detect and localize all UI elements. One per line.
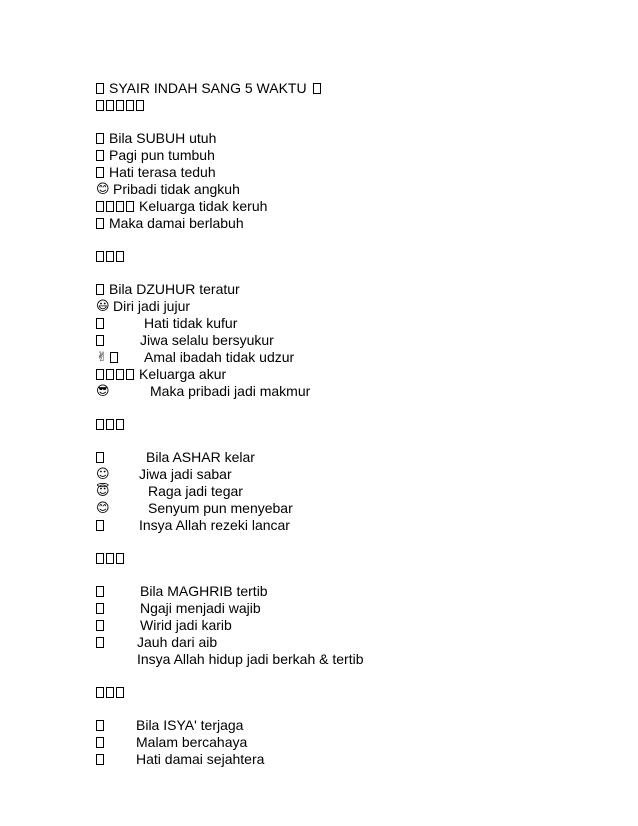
maghrib-line-5: Insya Allah hidup jadi berkah & tertib	[137, 651, 364, 667]
victory-hand-icon: ✌	[96, 350, 108, 365]
placeholder-glyph-icon	[96, 318, 104, 329]
placeholder-glyph-icon	[96, 737, 104, 748]
ashar-line-1: Bila ASHAR kelar	[96, 449, 596, 466]
placeholder-glyph-icon	[96, 603, 104, 614]
grin-icon: 😃	[96, 299, 110, 314]
placeholder-glyph-icon	[96, 133, 104, 144]
subuh-line-6: Maka damai berlabuh	[96, 215, 596, 232]
placeholder-glyph-icon	[96, 100, 104, 111]
placeholder-glyph-icon	[96, 150, 104, 161]
placeholder-glyph-icon	[96, 720, 104, 731]
placeholder-glyph-icon	[116, 100, 124, 111]
poem-document	[96, 80, 596, 768]
maghrib-line-4: Jauh dari aib	[96, 634, 596, 651]
halo-face-icon: 😇	[96, 484, 110, 499]
isya-line-3: Hati damai sejahtera	[96, 751, 596, 768]
dzuhur-line-5: ✌ Amal ibadah tidak udzur	[96, 349, 295, 365]
title-ornament	[96, 97, 596, 114]
ashar-line-2: ☺ Jiwa jadi sabar	[96, 466, 232, 482]
placeholder-glyph-icon	[96, 452, 104, 463]
ashar-line-5: Insya Allah rezeki lancar	[96, 517, 596, 534]
stanza-separator	[96, 248, 596, 265]
subuh-line-4: 😊 Pribadi tidak angkuh	[96, 181, 240, 197]
isya-line-1: Bila ISYA' terjaga	[96, 717, 596, 734]
placeholder-glyph-icon	[96, 620, 104, 631]
family-icon	[96, 201, 136, 212]
placeholder-glyph-icon	[96, 218, 104, 229]
placeholder-glyph-icon	[96, 167, 104, 178]
placeholder-glyph-icon	[110, 352, 118, 363]
subuh-line-2: Pagi pun tumbuh	[96, 147, 596, 164]
dzuhur-line-6: Keluarga akur	[96, 366, 596, 383]
subuh-line-5: Keluarga tidak keruh	[96, 198, 596, 215]
isya-line-2: Malam bercahaya	[96, 734, 596, 751]
placeholder-glyph-icon	[136, 100, 144, 111]
placeholder-glyph-icon	[126, 100, 134, 111]
placeholder-glyph-icon	[106, 100, 114, 111]
title-line	[96, 80, 596, 97]
placeholder-glyph-icon	[96, 754, 104, 765]
cool-face-icon: 😎	[96, 384, 110, 399]
dzuhur-line-4: Jiwa selalu bersyukur	[96, 332, 596, 349]
family-icon	[96, 369, 136, 380]
poem-title: SYAIR INDAH SANG 5 WAKTU	[109, 80, 307, 96]
placeholder-glyph-icon	[96, 83, 104, 94]
dzuhur-line-7: 😎 Maka pribadi jadi makmur	[96, 383, 311, 399]
stanza-separator	[96, 684, 596, 701]
maghrib-line-2: Ngaji menjadi wajib	[96, 600, 596, 617]
relaxed-face-icon: ☺	[96, 467, 110, 482]
placeholder-glyph-icon	[96, 520, 104, 531]
maghrib-line-3: Wirid jadi karib	[96, 617, 596, 634]
blush-face-icon: 😊	[96, 501, 110, 516]
stanza-separator	[96, 416, 596, 433]
subuh-line-1: Bila SUBUH utuh	[96, 130, 596, 147]
smile-icon: 😊	[96, 182, 110, 197]
dzuhur-line-3: Hati tidak kufur	[96, 315, 596, 332]
subuh-line-3: Hati terasa teduh	[96, 164, 596, 181]
placeholder-glyph-icon	[96, 335, 104, 346]
placeholder-glyph-icon	[313, 83, 321, 94]
dzuhur-line-2: 😃 Diri jadi jujur	[96, 298, 191, 314]
ashar-line-4: 😊 Senyum pun menyebar	[96, 500, 293, 516]
placeholder-glyph-icon	[96, 637, 104, 648]
dzuhur-line-1: Bila DZUHUR teratur	[96, 281, 596, 298]
placeholder-glyph-icon	[96, 284, 104, 295]
ashar-line-3: 😇 Raga jadi tegar	[96, 483, 243, 499]
stanza-separator	[96, 550, 596, 567]
maghrib-line-1: Bila MAGHRIB tertib	[96, 583, 596, 600]
placeholder-glyph-icon	[96, 586, 104, 597]
